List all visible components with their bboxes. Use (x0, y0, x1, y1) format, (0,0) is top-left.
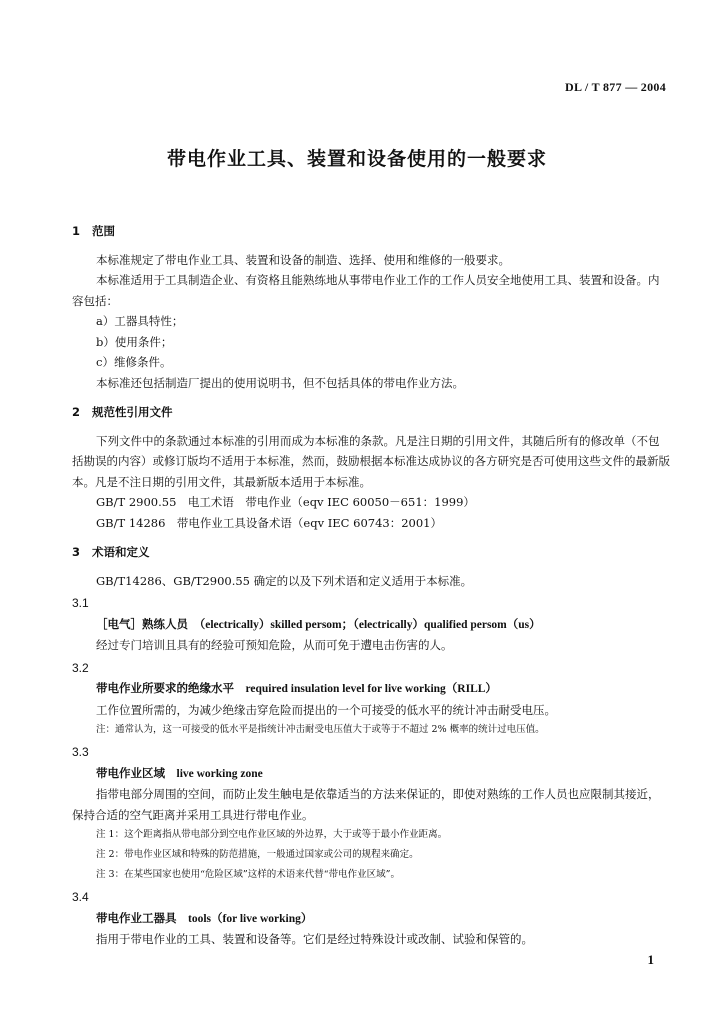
clause-number: 3.3 (72, 745, 89, 759)
term-english: required insulation level for live working（RILL） (245, 683, 497, 695)
term-chinese: ［电气］熟练人员 (96, 616, 188, 631)
term-chinese: 带电作业工器具 (96, 910, 177, 925)
term-entry (72, 678, 670, 700)
term-note: 注 2：带电作业区域和特殊的防范措施，一般通过国家或公司的规程来确定。 (96, 849, 419, 860)
paragraph: 本标准规定了带电作业工具、装置和设备的制造、选择、使用和维修的一般要求。 (96, 252, 510, 267)
term-definition: 工作位置所需的，为减少绝缘击穿危险而提出的一个可接受的低水平的统计冲击耐受电压。 (96, 702, 556, 717)
section-2-heading (72, 402, 670, 423)
paragraph: 本标准还包括制造厂提出的使用说明书，但不包括具体的带电作业方法。 (96, 375, 464, 390)
section-number: 3 (72, 545, 81, 559)
term-note: 注：通常认为，这一可接受的低水平是指统计冲击耐受电压值大于或等于不超过 2% 概率的统计过电压值。 (96, 724, 545, 735)
term-definition: 指用于带电作业的工具、装置和设备等。它们是经过特殊设计或改制、试验和保管的。 (96, 932, 533, 946)
section-title: 术语和定义 (92, 545, 150, 559)
page-number: 1 (647, 952, 654, 967)
paragraph: 下列文件中的条款通过本标准的引用而成为本标准的条款。凡是注日期的引用文件，其随后所有的修改单（不包括勘误的内容）或修订版均不适用于本标准，然而，鼓励根据本标准达成协议的各方研究是否可使用这些文件的最新版本。凡是不注日期的引用文件，其最新版本适用于本标准。 (72, 433, 670, 489)
list-item: c）维修条件。 (96, 355, 172, 369)
term-chinese: 带电作业区域 (96, 765, 165, 780)
clause-number: 3.1 (72, 596, 89, 610)
term-note: 注 3：在某些国家也使用“危险区域”这样的术语来代替“带电作业区域”。 (96, 869, 400, 880)
term-definition: 经过专门培训且具有的经验可预知危险，从而可免于遭电击伤害的人。 (96, 638, 453, 652)
list-item: a）工器具特性； (96, 314, 184, 328)
paragraph: 本标准适用于工具制造企业、有资格且能熟练地从事带电作业工作的工作人员安全地使用工具、装置和设备。内容包括： (72, 273, 660, 308)
term-entry (72, 763, 670, 785)
clause-number: 3.4 (72, 890, 89, 904)
reference-item: GB/T 2900.55 电工术语 带电作业（eqv IEC 60050－651：1999） (96, 495, 475, 509)
standard-code: DL / T 877 — 2004 (564, 80, 666, 94)
term-definition: 指带电部分周围的空间，而防止发生触电是依靠适当的方法来保证的，即使对熟练的工作人员也应限制其接近，保持合适的空气距离并采用工具进行带电作业。 (72, 787, 660, 822)
term-entry (72, 614, 670, 636)
reference-item: GB/T 14286 带电作业工具设备术语（eqv IEC 60743：2001） (96, 515, 442, 530)
term-note: 注 1：这个距离指从带电部分到空电作业区域的外边界，大于或等于最小作业距离。 (96, 829, 448, 840)
term-entry (72, 908, 670, 930)
term-english: live working zone (176, 767, 263, 780)
section-title: 范围 (92, 224, 115, 238)
section-number: 1 (72, 224, 81, 238)
section-3-heading (72, 542, 670, 563)
clause-number: 3.2 (72, 660, 89, 675)
section-1-heading (72, 221, 670, 242)
section-number: 2 (72, 405, 81, 419)
document-title: 带电作业工具、装置和设备使用的一般要求 (166, 148, 547, 170)
paragraph: GB/T14286、GB/T2900.55 确定的以及下列术语和定义适用于本标准。 (96, 573, 473, 588)
term-english: （electrically）skilled persom；（electrically）qualified persom（us） (199, 618, 541, 631)
document-body (72, 212, 670, 950)
term-chinese: 带电作业所要求的绝缘水平 (96, 681, 234, 695)
section-title: 规范性引用文件 (92, 405, 173, 419)
term-english: tools（for live working） (188, 912, 313, 925)
list-item: b）使用条件； (96, 334, 173, 349)
